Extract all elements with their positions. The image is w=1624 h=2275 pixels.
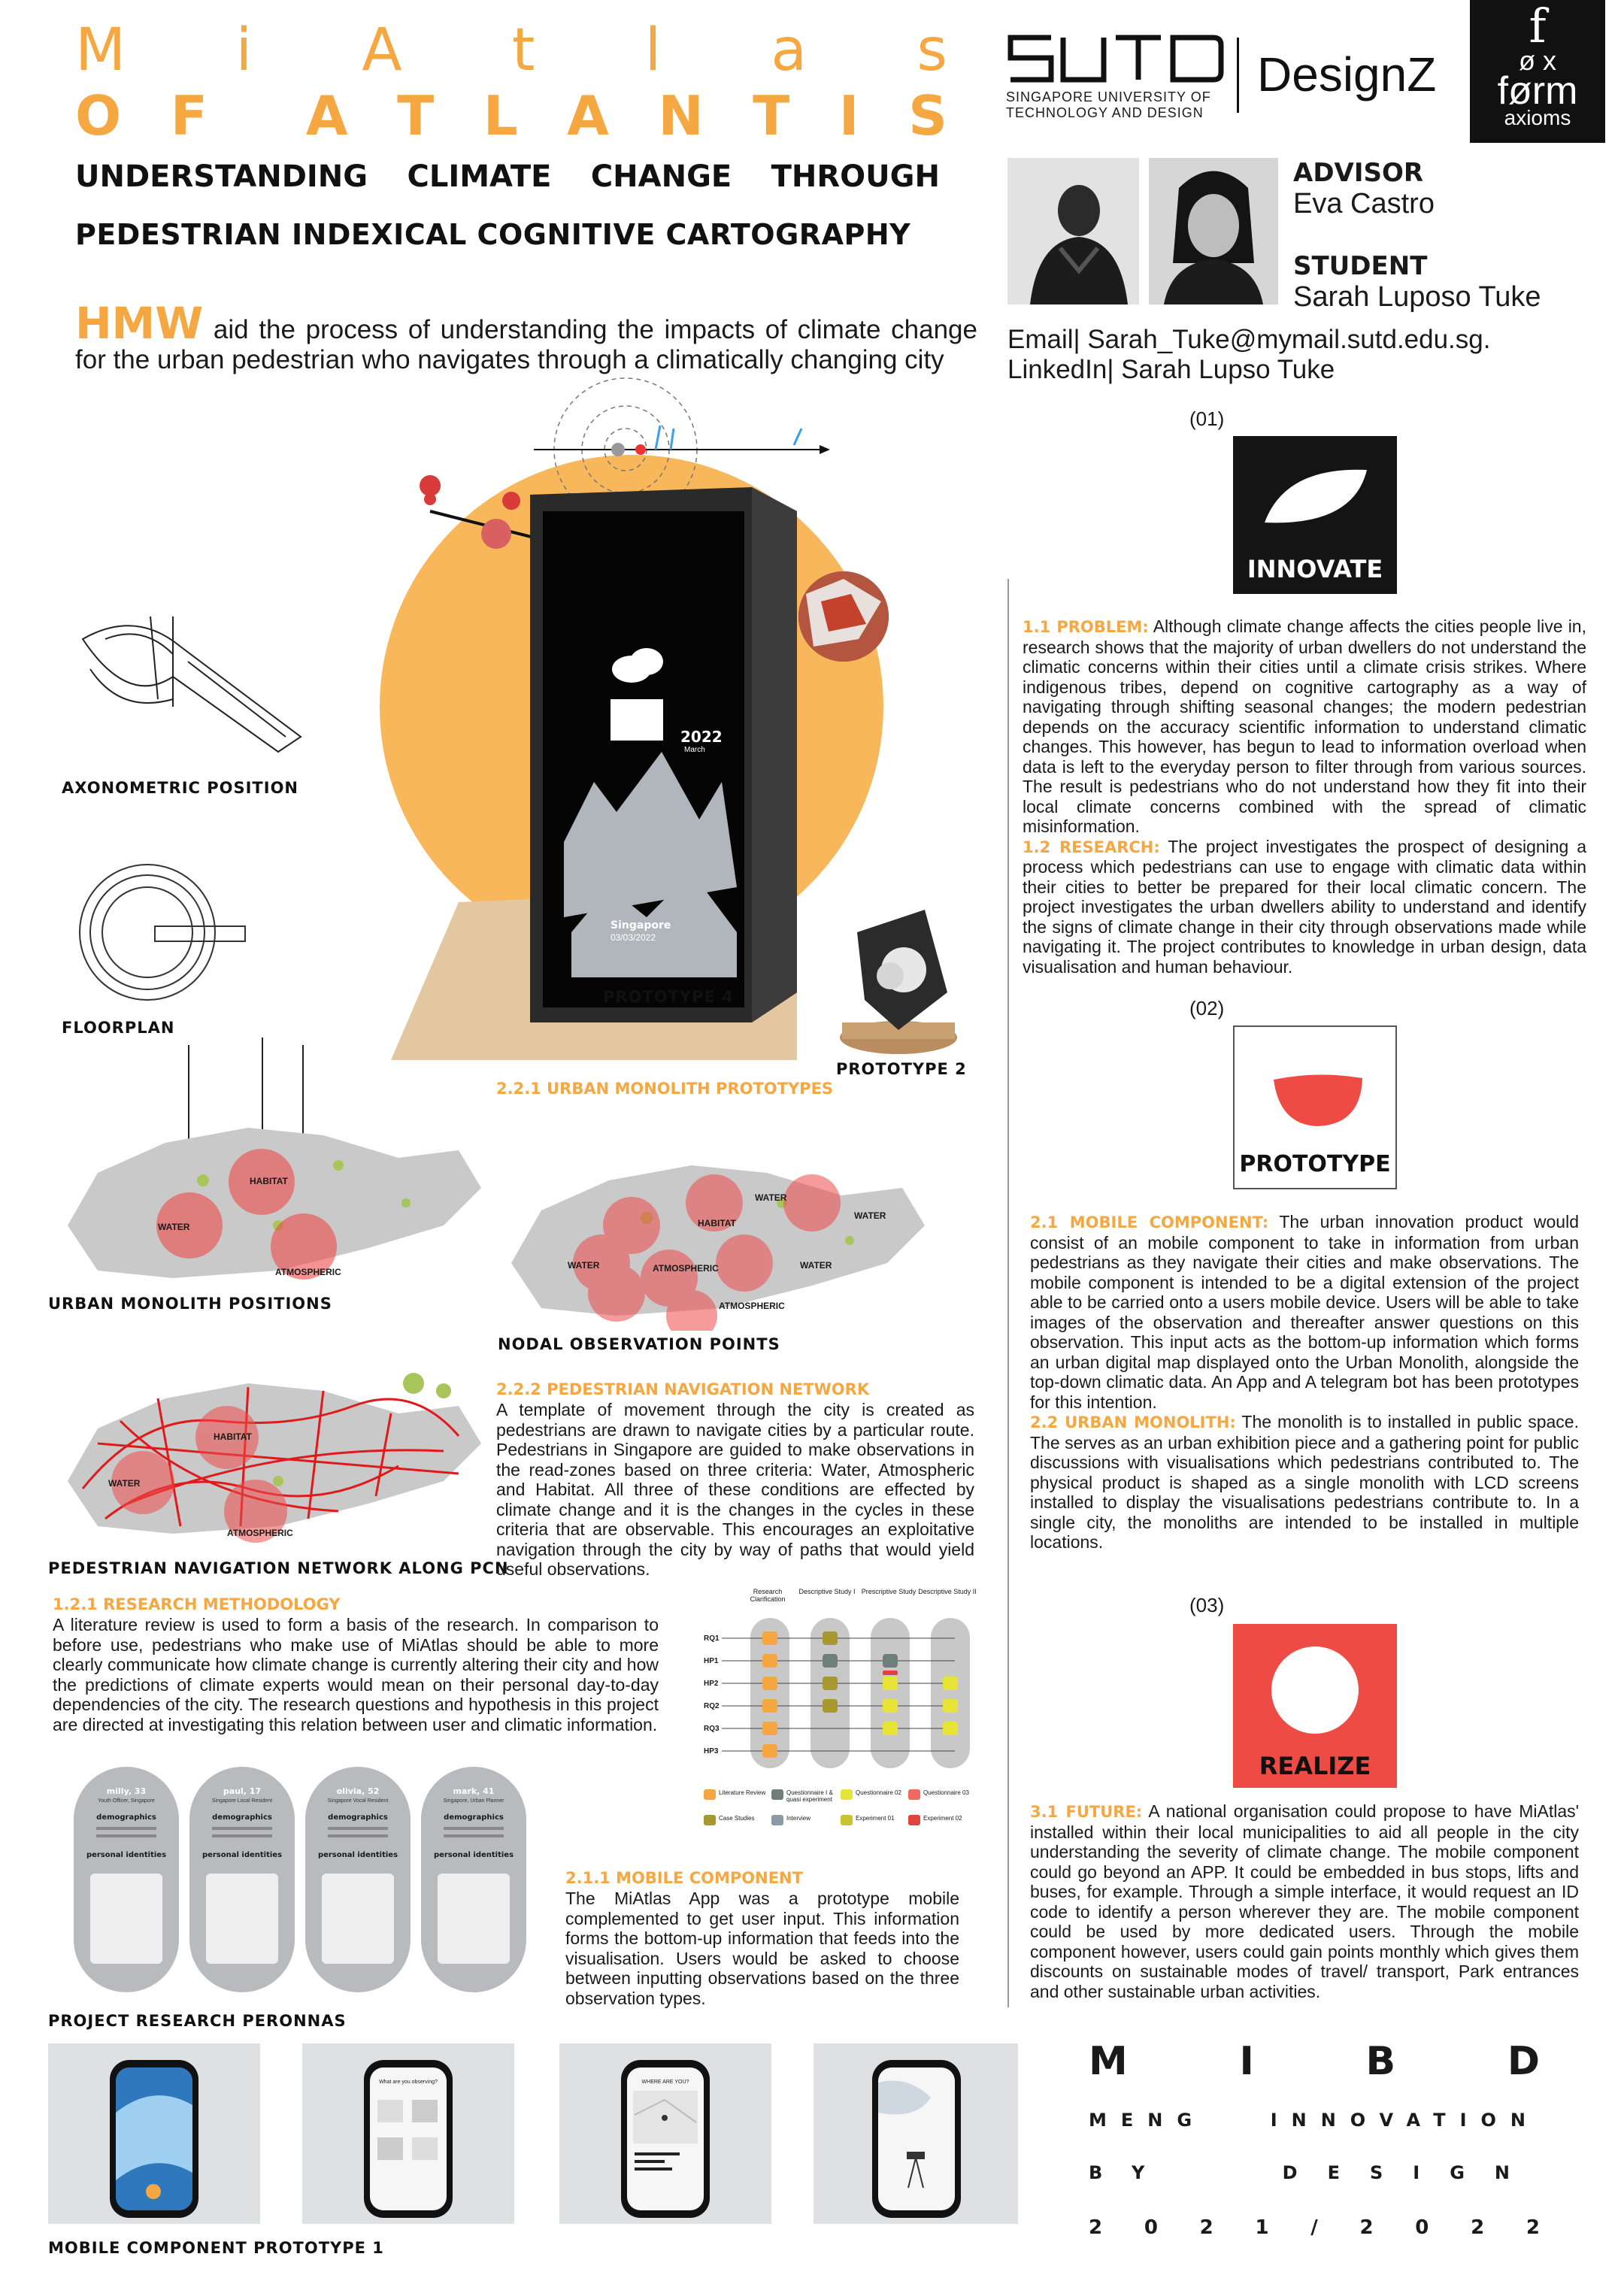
mobile-text: The MiAtlas App was a prototype mobile complemented to get user input. This information forms the bottom-up information that feeds into the visualisation. Users would be asked to choose between inputting observations based on the three observation types. [565,1889,959,2008]
form-glyph-ox: ø x [1519,45,1556,76]
floorplan-label: FLOORPLAN [62,1019,175,1037]
title-letter: A [305,84,348,147]
monolith-year: 2022 [680,728,723,746]
urban-monolith-heading: 2.2 URBAN MONOLITH: [1030,1413,1236,1431]
mibd-line-3 [1089,2162,1540,2183]
right-column-rule [1007,579,1009,2007]
nav-network-heading: 2.2.2 PEDESTRIAN NAVIGATION NETWORK [496,1380,870,1398]
logo-divider [1237,38,1239,113]
research-chart-lanes [692,1588,977,1843]
drop-icon [1235,1027,1395,1140]
screen-title: WHERE ARE YOU? [641,2080,689,2085]
methodology-heading: 1.2.1 RESEARCH METHODOLOGY [53,1595,341,1613]
innovate-icon-tile [1233,436,1397,594]
mibd-line-2 [1089,2110,1540,2131]
section-03-body [1030,1801,1579,2001]
prototype-2-illustration [835,902,962,1060]
circle-icon [1233,1624,1397,1744]
title-letter: a [771,17,807,84]
nav-network-text: A template of movement through the city is created as pedestrians are drawn to navigate cities by a particular route. Pedestrians in Singapore are guided to make observations in the read-zones based on three criteria: Water, Atmospheric and Habitat. All three of these conditions are effected by climate change and it is the changes in the cycles in these criteria that are observable. This encourages an exploitative navigation through the city by way of paths that would yield useful observations. [496,1400,974,1579]
monolith-hero [346,361,887,1083]
title-letter: N [658,84,704,147]
form-sub: axioms [1504,106,1571,129]
phone-frame [364,2060,453,2218]
section-02-number: (02) [1189,997,1225,1019]
phone-frame [110,2060,198,2218]
mobile-component-heading: 2.1 MOBILE COMPONENT: [1030,1213,1269,1231]
section-02-body [1030,1212,1579,1553]
personas-label: PROJECT RESEARCH PERONNAS [48,2012,347,2030]
rc-row-label: HP2 [704,1680,719,1688]
phone-tile [302,2043,514,2224]
title-letter: T [397,84,435,147]
phone-screen [116,2067,192,2210]
persona-name: milly, 33 [106,1786,147,1796]
persona-identities: personal identities [433,1851,514,1859]
prototype-icon-tile [1233,1025,1397,1189]
persona-identities: personal identities [86,1851,167,1859]
subtitle-line-2: PEDESTRIAN INDEXICAL COGNITIVE CARTOGRAPHY [75,218,911,251]
research-text: The project investigates the prospect of designing a process which pedestrians can use to engage with climatic data within their cities to better be prepared for their local climatic concern. The project investigates the urban dwellers ability to understand and identify the signs of climate change in their city through observations made while navigating it. The project contributes to knowledge in urban design, data visualisation and human behaviour. [1023,836,1586,977]
monolith-positions-map [53,1098,489,1293]
realize-icon-tile [1233,1624,1397,1788]
section-01-number: (01) [1189,407,1225,430]
form-glyph-f: f [1529,0,1547,53]
title-letter: i [235,17,253,84]
mibd-year [1089,2216,1540,2239]
section-01-body [1023,616,1586,977]
mibd-letter: M [1089,2039,1128,2084]
title-line-1 [75,17,947,84]
pcn-network-map [53,1353,489,1556]
location-map-icon [627,2085,704,2205]
advisor-photo [1007,158,1139,304]
advisor-label: ADVISOR [1293,158,1424,188]
monolith-city: Singapore [611,919,671,932]
sutd-line-1: SINGAPORE UNIVERSITY OF [1006,89,1211,105]
screen-title: What are you observing? [379,2080,438,2085]
rc-legend-item: Questionnaire 02 [856,1789,901,1796]
phone-tile [48,2043,260,2224]
nodal-points-map [496,1135,932,1331]
leaf-icon [1233,436,1397,549]
methodology-text: A literature review is used to form a basis of the research. In comparison to before use, pedestrians who make use of MiAtlas should be able to more clearly communicate how climate change is currently altering their city and how the predictions of climate experts would mean on their personal day-to-day dependencies of the city. The research questions and hypothesis in this project are directed at investigating this relation between user and climatic information. [53,1615,659,1734]
subtitle-word: UNDERSTANDING [75,159,368,194]
persona-demographics: demographics [444,1813,504,1822]
realize-label: REALIZE [1259,1752,1371,1780]
subtitle-word: CHANGE [590,159,732,194]
advisor-name: Eva Castro [1293,188,1435,220]
phone-frame [872,2060,961,2218]
map2-water-label: WATER [568,1260,600,1271]
problem-text: Although climate change affects the cities people live in, research shows that the majority of urban dwellers do not understand the climatic concerns within their cities until a climate crisis strikes. Where indigenous tribes, depend on cognitive cartography as a way of navigating through shifting seasonal changes; the modern pedestrian depends on the accuracy scientific information to understand climatic changes. This however, has begun to lead to information overload when data is left to the everyday person to filter through from various sources. The result is pedestrians who do not understand how they fit into their local climate concerns combined with the spread of climatic misinformation. [1023,616,1586,836]
floorplan-rings [72,857,253,1007]
persona-text-lines [74,1767,540,1992]
map2-water-label: WATER [854,1210,886,1221]
rc-legend-item: Questionnaire 03 [923,1789,969,1796]
subtitle-line-1 [75,159,940,194]
observation-options-icon [370,2085,447,2198]
student-photo [1149,158,1278,304]
form-axioms-logo [1470,0,1605,143]
mibd-word: INNOVATION [1270,2110,1540,2131]
title-letter: l [644,17,662,84]
persona-demographics: demographics [212,1813,272,1822]
mibd-year-char: 2 [1471,2216,1485,2239]
monolith-prototypes-heading: 2.2.1 URBAN MONOLITH PROTOTYPES [496,1080,834,1098]
advisor-portrait-icon [1007,158,1139,304]
axonometric-sketch [60,594,316,767]
rc-legend-item: Interview [786,1815,811,1822]
monolith-positions-label: URBAN MONOLITH POSITIONS [48,1295,332,1313]
rc-col-label: Research Clarification [750,1588,786,1603]
mibd-letter: B [1365,2039,1396,2084]
map-texture-icon [798,571,889,662]
research-heading: 1.2 RESEARCH: [1023,838,1160,856]
mibd-year-char: 1 [1255,2216,1269,2239]
persona-role: Singapore Vocal Resident [327,1798,389,1804]
prototype-4-label: PROTOTYPE 4 [603,988,734,1006]
title-letter: M [75,17,126,84]
innovate-label: INNOVATE [1247,555,1383,583]
persona-role: Singapore, Urban Planner [443,1798,504,1804]
title-letter: s [917,17,947,84]
urban-monolith-text: The monolith is to installed in public space. The serves as an urban exhibition piece and a gathering point for public discussions with visualisations which pedestrians contributed to. The physical product is shaped as a single monolith with LCD screens installed to display the visualisations pedestrians contribute to. In a single city, the monoliths are intended to be installed in multiple locations. [1030,1412,1579,1552]
phone-tile [559,2043,771,2224]
future-heading: 3.1 FUTURE: [1030,1803,1143,1821]
monolith-month: March [684,746,705,754]
student-name: Sarah Luposo Tuke [1293,281,1541,313]
rc-legend-item: Experiment 01 [856,1815,895,1822]
persona-name: mark, 41 [453,1786,495,1796]
map3-habitat-label: HABITAT [214,1431,252,1442]
map1-habitat-label: HABITAT [250,1176,288,1186]
globe-splash-icon [116,2067,192,2210]
problem-heading: 1.1 PROBLEM: [1023,618,1149,636]
mibd-year-char: 2 [1526,2216,1540,2239]
rc-row-label: HP1 [704,1657,719,1665]
mibd-word: BY [1089,2162,1175,2183]
mibd-year-char: / [1310,2216,1318,2239]
persona-demographics: demographics [328,1813,388,1822]
prototype-label: PROTOTYPE [1239,1151,1391,1177]
map1-water-label: WATER [158,1222,190,1232]
map2-water-label: WATER [755,1192,787,1203]
rc-legend-item: Experiment 02 [923,1815,962,1822]
title-letter: O [75,84,122,147]
map2-atmospheric-label: ATMOSPHERIC [653,1263,719,1274]
rc-col-label: Prescriptive Study [861,1588,917,1595]
mibd-year-char: 2 [1199,2216,1213,2239]
persona-name: olivia, 52 [336,1786,380,1796]
weather-observe-icon [878,2067,955,2210]
map2-water-label: WATER [800,1260,832,1271]
mibd-letter: I [1239,2039,1254,2084]
mibd-letter: D [1507,2039,1540,2084]
phone-frame [621,2060,710,2218]
monolith-illustration [346,361,887,1083]
floorplan-drawing [72,857,253,1007]
subtitle-word: CLIMATE [407,159,552,194]
mobile-component-text: The urban innovation product would consist of an mobile component to take in information from urban pedestrians as they navigate their cities and make observations. The mobile component is intended to be a digital extension of the project able to be carried onto a users mobile device. Users will be able to take images of the observation and thereafter answer questions on this observation. This input acts as the bottom-up information which forms an urban digital map displayed onto the Urban Monolith, alongside the top-down climatic data. An App and A telegram bot has been prototypes for this intention. [1030,1212,1579,1412]
axonometric-drawing [60,594,316,767]
student-label: STUDENT [1293,251,1428,281]
title-letter: F [170,84,208,147]
persona-demographics: demographics [96,1813,156,1822]
hmw-lead: HMW [75,298,204,349]
mibd-year-char: 0 [1415,2216,1429,2239]
mibd-year-char: 2 [1089,2216,1103,2239]
singapore-map-3 [53,1353,489,1556]
monolith-date: 03/03/2022 [611,932,656,943]
rc-legend-item: Case Studies [719,1815,755,1822]
map3-water-label: WATER [108,1478,141,1489]
rc-legend-item: Literature Review [719,1789,766,1796]
title-letter: T [753,84,790,147]
subtitle-word: THROUGH [771,159,940,194]
map2-habitat-label: HABITAT [698,1218,736,1228]
phone-screen [878,2067,955,2210]
persona-role: Youth Officer, Singapore [98,1798,155,1804]
sutd-line-2: TECHNOLOGY AND DESIGN [1006,105,1204,120]
pcn-label: PEDESTRIAN NAVIGATION NETWORK ALONG PCN [48,1559,509,1577]
phone-tile [814,2043,1018,2224]
singapore-map-2 [496,1135,932,1331]
rc-col-label: Descriptive Study I [798,1588,856,1595]
mibd-year-char: 0 [1144,2216,1158,2239]
sutd-wordmark-icon [1006,33,1224,86]
title-letter: A [567,84,609,147]
mibd-year-char: 2 [1359,2216,1374,2239]
persona-identities: personal identities [317,1851,398,1859]
mibd-word: MENG [1089,2110,1207,2131]
title-letter: A [362,17,402,84]
phone-screen [627,2067,704,2210]
designz-logo: DesignZ [1257,47,1437,101]
form-word: førm [1497,69,1578,113]
title-letter: L [483,84,518,147]
title-letter: S [908,84,947,147]
section-03-number: (03) [1189,1594,1225,1616]
hmw-text: aid the process of understanding the impacts of climate change for the urban pedestrian who navigates through a climatically changing city [75,315,977,374]
persona-identities: personal identities [201,1851,283,1859]
rc-legend-item: Questionnaire I & quasi experiment [786,1789,833,1803]
axonometric-label: AXONOMETRIC POSITION [62,779,298,797]
mibd-word: DESIGN [1282,2162,1540,2183]
title-letter: I [838,84,859,147]
map2-atmospheric-label: ATMOSPHERIC [719,1301,785,1311]
future-text: A national organisation could propose to have MiAtlas' installed within their local municipalities to aid all people in the city understanding the severity of climate change. The mobile component could go beyond an APP. It could be embedded in bus stops, lifts and buses, for example. Through a simple interface, it would request an ID code to identify a person wherever they are. The mobile component could be used by more dedicated users. Through the mobile component however, users could gain points monthly which gives them discounts on sustainable modes of travel/ transport, Park entrances and other sustainable urban activities. [1030,1801,1579,2001]
title-line-2 [75,84,947,147]
mobile-heading: 2.1.1 MOBILE COMPONENT [565,1869,803,1887]
prototype-2-label: PROTOTYPE 2 [836,1060,967,1078]
sutd-logo [1006,33,1232,123]
rc-row-label: HP3 [704,1747,719,1755]
mobile-prototype-label: MOBILE COMPONENT PROTOTYPE 1 [48,2239,384,2257]
research-chart [692,1588,977,1843]
phone-screen [370,2067,447,2210]
email-link[interactable]: Email| Sarah_Tuke@mymail.sutd.edu.sg. [1007,325,1491,354]
singapore-map-1 [53,1098,489,1293]
rc-row-label: RQ3 [704,1725,720,1733]
rc-row-label: RQ1 [704,1634,720,1643]
rc-row-label: RQ2 [704,1702,720,1710]
persona-role: Singapore Local Resident [211,1798,273,1804]
map-tile-inset [798,571,889,662]
linkedin-link[interactable]: LinkedIn| Sarah Lupso Tuke [1007,355,1335,384]
map3-atmospheric-label: ATMOSPHERIC [227,1528,293,1538]
map1-atmospheric-label: ATMOSPHERIC [275,1267,341,1277]
nodal-points-label: NODAL OBSERVATION POINTS [498,1335,780,1353]
student-portrait-icon [1149,158,1278,304]
mibd-letters [1089,2039,1540,2084]
title-letter: t [511,17,535,84]
persona-name: paul, 17 [223,1786,262,1796]
prototype-2-model [835,902,962,1060]
rc-col-label: Descriptive Study II [918,1588,977,1595]
